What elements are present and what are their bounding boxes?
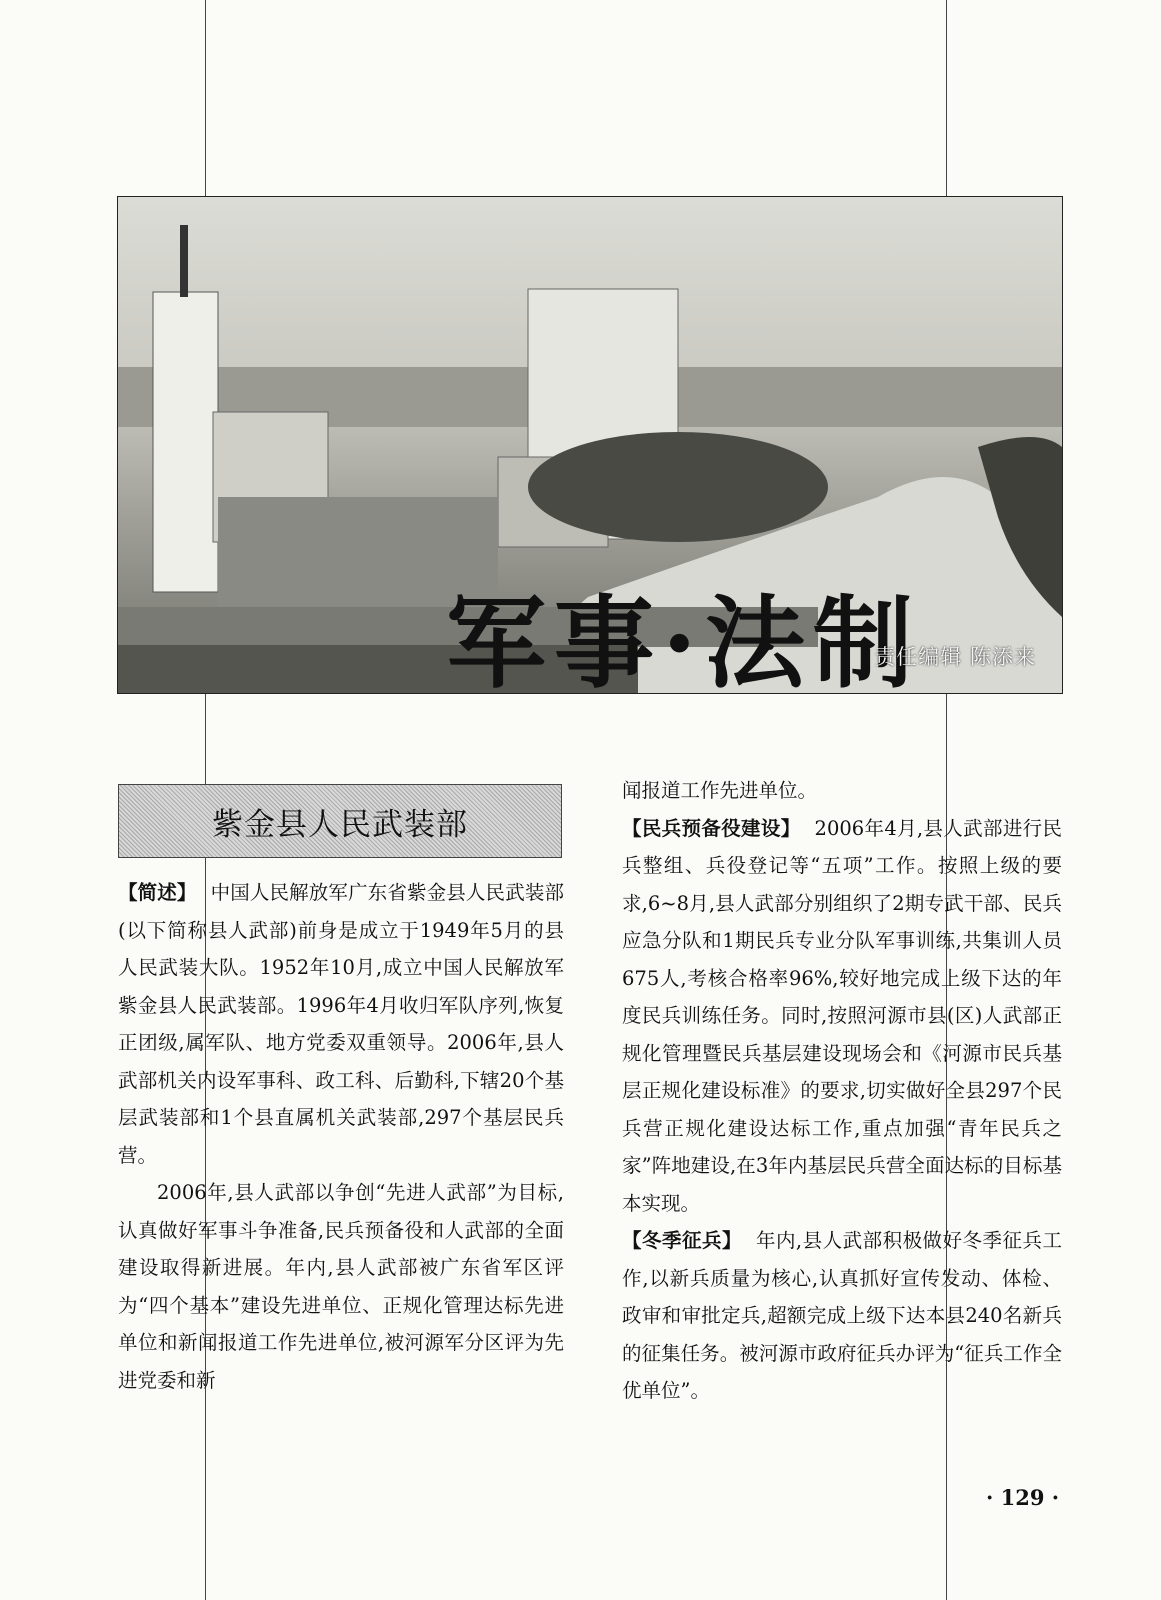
tower-building: [153, 292, 218, 592]
banner-title: 军事·法制: [446, 584, 921, 694]
right-column: [622, 772, 1062, 1410]
militia-reserve-tag: 【民兵预备役建设】: [622, 816, 801, 840]
section-header-box: [118, 784, 562, 858]
achievements-paragraph: 2006年,县人武部以争创“先进人武部”为目标,认真做好军事斗争准备,民兵预备役和人武部的全面建设取得新进展。年内,县人武部被广东省军区评为“四个基本”建设先进单位、正规化管理达标先进单位和新闻报道工作先进单位,被河源军分区评为先进党委和新: [118, 1181, 564, 1392]
banner-photo: [117, 196, 1063, 694]
winter-conscription-text: 年内,县人武部积极做好冬季征兵工作,以新兵质量为核心,认真抓好宣传发动、体检、政审和审批定兵,超额完成上级下达本县240名新兵的征集任务。被河源市政府征兵办评为“征兵工作全优单位”。: [622, 1229, 1062, 1402]
overview-paragraph: [118, 874, 564, 1174]
overview-tag: 【简述】: [118, 881, 197, 904]
tree-canopy: [528, 432, 828, 542]
section-title: 紫金县人民武装部: [212, 806, 468, 843]
winter-conscription-paragraph: [622, 1222, 1062, 1410]
overview-text: 中国人民解放军广东省紫金县人民武装部(以下简称县人武部)前身是成立于1949年5月的县人民武装大队。1952年10月,成立中国人民解放军紫金县人民武装部。1996年4月收归军队序列,恢复正团级,属军队、地方党委双重领导。2006年,县人武部机关内设军事科、政工科、后勤科,下辖20个基层武装部和1个县直属机关武装部,297个基层民兵营。: [118, 881, 564, 1167]
left-column: [118, 874, 564, 1399]
winter-conscription-tag: 【冬季征兵】: [622, 1229, 742, 1252]
militia-reserve-paragraph: [622, 810, 1062, 1223]
tower-mast: [180, 225, 188, 297]
editor-credit: 责任编辑 陈添来: [874, 645, 1036, 669]
continued-paragraph: 闻报道工作先进单位。: [622, 779, 818, 802]
militia-reserve-text: 2006年4月,县人武部进行民兵整组、兵役登记等“五项”工作。按照上级的要求,6~8月,县人武部分别组织了2期专武干部、民兵应急分队和1期民兵专业分队军事训练,共集训人员675人,考核合格率96%,较好地完成上级下达的年度民兵训练任务。同时,按照河源市县(区)人武部正规化管理暨民兵基层建设现场会和《河源市民兵基层正规化建设标准》的要求,切实做好全县297个民兵营正规化建设达标工作,重点加强“青年民兵之家”阵地建设,在3年内基层民兵营全面达标的目标基本实现。: [622, 816, 1062, 1215]
page-number: · 129 ·: [986, 1485, 1060, 1510]
